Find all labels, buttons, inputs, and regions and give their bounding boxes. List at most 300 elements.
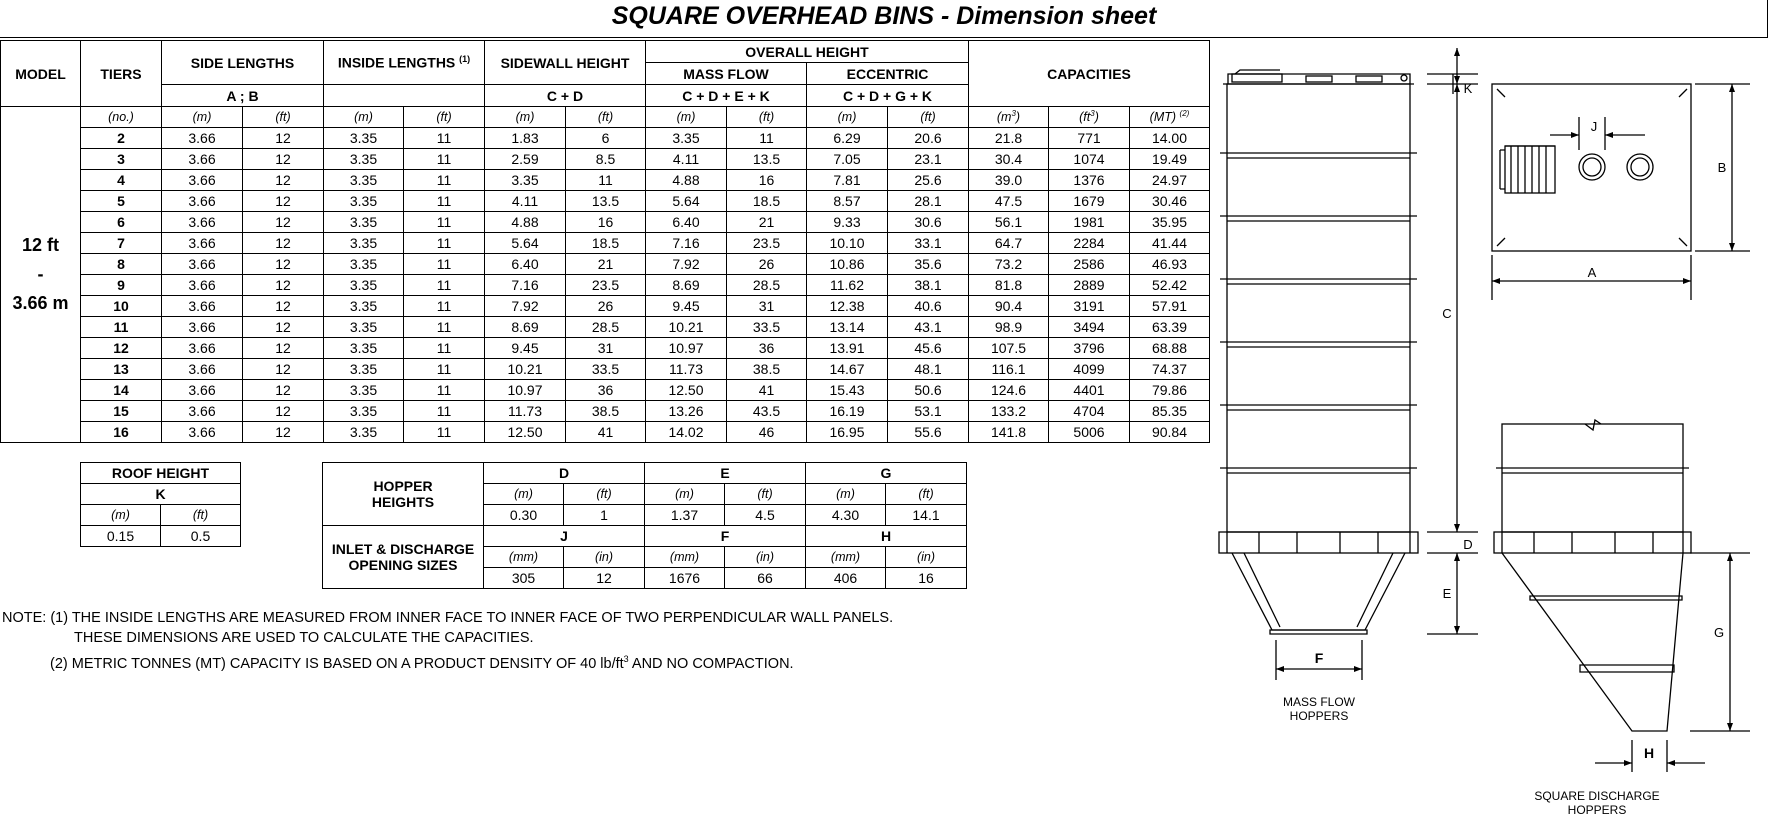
value-cell: 3.35: [324, 296, 404, 317]
value-cell: 12: [243, 149, 324, 170]
value-cell: 11: [404, 233, 485, 254]
value-cell: 2889: [1049, 275, 1130, 296]
value-cell: 3.66: [162, 296, 243, 317]
value-cell: 4704: [1049, 401, 1130, 422]
value-cell: 13.14: [807, 317, 888, 338]
value-cell: 53.1: [888, 401, 969, 422]
value-cell: 3.66: [162, 254, 243, 275]
hopper-unit: (ft): [886, 484, 967, 505]
value-cell: 10.97: [646, 338, 727, 359]
value-cell: 48.1: [888, 359, 969, 380]
value-cell: 11.73: [485, 401, 566, 422]
tier-cell: 8: [81, 254, 162, 275]
caption-square: SQUARE DISCHARGE: [1534, 789, 1660, 803]
bin-body: [1227, 84, 1410, 532]
value-cell: 16: [566, 212, 646, 233]
value-cell: 5.64: [485, 233, 566, 254]
value-cell: 43.5: [727, 401, 807, 422]
hopper-d: D: [484, 463, 645, 484]
hopper-unit: (ft): [725, 484, 806, 505]
value-cell: 6.40: [646, 212, 727, 233]
value-cell: 1376: [1049, 170, 1130, 191]
value-cell: 9.45: [485, 338, 566, 359]
value-cell: 26: [727, 254, 807, 275]
inlet-label: INLET & DISCHARGE OPENING SIZES: [323, 526, 484, 589]
value-cell: 13.5: [566, 191, 646, 212]
value-cell: 85.35: [1130, 401, 1210, 422]
value-cell: 41: [566, 422, 646, 443]
value-cell: 2.59: [485, 149, 566, 170]
value-cell: 79.86: [1130, 380, 1210, 401]
value-cell: 47.5: [969, 191, 1049, 212]
value-cell: 3.35: [324, 359, 404, 380]
value-cell: 3.35: [324, 212, 404, 233]
tier-cell: 3: [81, 149, 162, 170]
value-cell: 4.88: [485, 212, 566, 233]
value-cell: 11: [404, 191, 485, 212]
caption-mass-flow-2: HOPPERS: [1289, 709, 1349, 723]
value-cell: 5006: [1049, 422, 1130, 443]
value-cell: 1679: [1049, 191, 1130, 212]
value-cell: 7.92: [485, 296, 566, 317]
tier-cell: 7: [81, 233, 162, 254]
value-cell: 3.35: [324, 149, 404, 170]
value-cell: 3.35: [324, 401, 404, 422]
mass-flow-hopper: [1232, 553, 1405, 630]
value-cell: 4401: [1049, 380, 1130, 401]
col-sidewall-height: SIDEWALL HEIGHT: [485, 41, 646, 85]
caption-mass-flow: MASS FLOW: [1282, 695, 1356, 709]
tier-cell: 12: [81, 338, 162, 359]
hopper-unit: (m): [645, 484, 725, 505]
value-cell: 4.88: [646, 170, 727, 191]
value-cell: 3494: [1049, 317, 1130, 338]
value-cell: 3.35: [324, 338, 404, 359]
value-cell: 3.35: [324, 170, 404, 191]
value-cell: 74.37: [1130, 359, 1210, 380]
value-cell: 46: [727, 422, 807, 443]
eccentric-hopper: [1502, 553, 1683, 731]
value-cell: 19.49: [1130, 149, 1210, 170]
roof-ft: 0.5: [161, 526, 241, 547]
value-cell: 11: [404, 338, 485, 359]
value-cell: 7.92: [646, 254, 727, 275]
hopper-value: 1: [564, 505, 645, 526]
dim-g-label: G: [1713, 625, 1725, 640]
col-capacities: CAPACITIES: [969, 41, 1210, 107]
value-cell: 12: [243, 296, 324, 317]
inlet-value: 1676: [645, 568, 725, 589]
value-cell: 38.5: [566, 401, 646, 422]
value-cell: 3.66: [162, 128, 243, 149]
value-cell: 771: [1049, 128, 1130, 149]
unit-m: (m): [324, 107, 404, 128]
col-tiers: TIERS: [81, 41, 162, 107]
value-cell: 12: [243, 275, 324, 296]
col-model: MODEL: [1, 41, 81, 107]
value-cell: 10.21: [485, 359, 566, 380]
unit-ft: (ft): [727, 107, 807, 128]
value-cell: 68.88: [1130, 338, 1210, 359]
value-cell: 55.6: [888, 422, 969, 443]
tier-cell: 16: [81, 422, 162, 443]
sub-mass-flow: C + D + E + K: [646, 85, 807, 107]
value-cell: 5.64: [646, 191, 727, 212]
inlet-unit: (in): [725, 547, 806, 568]
col-eccentric: ECCENTRIC: [807, 63, 969, 85]
inlet-h: H: [806, 526, 967, 547]
value-cell: 33.1: [888, 233, 969, 254]
value-cell: 3.66: [162, 233, 243, 254]
value-cell: 133.2: [969, 401, 1049, 422]
dim-j-label: J: [1590, 119, 1598, 134]
dim-c-label: C: [1442, 306, 1452, 321]
value-cell: 46.93: [1130, 254, 1210, 275]
note-1b: THESE DIMENSIONS ARE USED TO CALCULATE THE CAPACITIES.: [74, 630, 534, 646]
value-cell: 14.00: [1130, 128, 1210, 149]
value-cell: 3.35: [646, 128, 727, 149]
value-cell: 11: [404, 149, 485, 170]
value-cell: 12.38: [807, 296, 888, 317]
tier-cell: 5: [81, 191, 162, 212]
value-cell: 64.7: [969, 233, 1049, 254]
caption-square-2: HOPPERS: [1567, 803, 1627, 817]
value-cell: 90.84: [1130, 422, 1210, 443]
note-2: (2) METRIC TONNES (MT) CAPACITY IS BASED ON A PRODUCT DENSITY OF 40 $lb/ft^3$ AND NO COMPACTION.: [50, 654, 794, 672]
value-cell: 10.97: [485, 380, 566, 401]
value-cell: 7.05: [807, 149, 888, 170]
unit-m: (m): [807, 107, 888, 128]
hopper-unit: (ft): [564, 484, 645, 505]
col-mass-flow: MASS FLOW: [646, 63, 807, 85]
unit-ft3: $(ft^3)$: [1049, 107, 1130, 128]
dim-h-label: H: [1643, 745, 1655, 761]
value-cell: 16: [727, 170, 807, 191]
value-cell: 12: [243, 422, 324, 443]
value-cell: 1.83: [485, 128, 566, 149]
value-cell: 11: [404, 128, 485, 149]
inlet-value: 16: [886, 568, 967, 589]
hopper-unit: (m): [484, 484, 564, 505]
value-cell: 35.6: [888, 254, 969, 275]
note-1: NOTE: (1) THE INSIDE LENGTHS ARE MEASURED FROM INNER FACE TO INNER FACE OF TWO PERPENDICULAR WALL PANELS.: [2, 610, 894, 626]
value-cell: 11.62: [807, 275, 888, 296]
value-cell: 25.6: [888, 170, 969, 191]
value-cell: 26: [566, 296, 646, 317]
value-cell: 12: [243, 338, 324, 359]
value-cell: 12.50: [485, 422, 566, 443]
value-cell: 3.35: [485, 170, 566, 191]
value-cell: 12: [243, 359, 324, 380]
inlet-value: 406: [806, 568, 886, 589]
unit-no: (no.): [81, 107, 162, 128]
value-cell: 10.86: [807, 254, 888, 275]
value-cell: 9.33: [807, 212, 888, 233]
value-cell: 21: [566, 254, 646, 275]
value-cell: 33.5: [727, 317, 807, 338]
value-cell: 116.1: [969, 359, 1049, 380]
value-cell: 30.6: [888, 212, 969, 233]
value-cell: 41: [727, 380, 807, 401]
value-cell: 9.45: [646, 296, 727, 317]
hopper-g: G: [806, 463, 967, 484]
value-cell: 45.6: [888, 338, 969, 359]
unit-m3: $(m^3)$: [969, 107, 1049, 128]
value-cell: 11: [404, 317, 485, 338]
tier-cell: 13: [81, 359, 162, 380]
value-cell: 11: [404, 212, 485, 233]
roof-m: 0.15: [81, 526, 161, 547]
unit-m: (m): [485, 107, 566, 128]
value-cell: 107.5: [969, 338, 1049, 359]
value-cell: 31: [566, 338, 646, 359]
value-cell: 3.35: [324, 254, 404, 275]
value-cell: 8.69: [646, 275, 727, 296]
value-cell: 12: [243, 233, 324, 254]
value-cell: 81.8: [969, 275, 1049, 296]
bin-base: [1219, 532, 1418, 553]
value-cell: 35.95: [1130, 212, 1210, 233]
value-cell: 8.5: [566, 149, 646, 170]
value-cell: 63.39: [1130, 317, 1210, 338]
unit-m: (m): [646, 107, 727, 128]
sub-eccentric: C + D + G + K: [807, 85, 969, 107]
value-cell: 12: [243, 170, 324, 191]
inlet-value: 12: [564, 568, 645, 589]
value-cell: 13.91: [807, 338, 888, 359]
value-cell: 23.5: [566, 275, 646, 296]
value-cell: 24.97: [1130, 170, 1210, 191]
value-cell: 3.35: [324, 422, 404, 443]
value-cell: 4.11: [646, 149, 727, 170]
value-cell: 14.02: [646, 422, 727, 443]
roof-unit-ft: (ft): [161, 505, 241, 526]
tier-cell: 15: [81, 401, 162, 422]
value-cell: 57.91: [1130, 296, 1210, 317]
col-overall-height: OVERALL HEIGHT: [646, 41, 969, 63]
value-cell: 33.5: [566, 359, 646, 380]
value-cell: 40.6: [888, 296, 969, 317]
tier-rings: [1220, 153, 1417, 473]
value-cell: 38.5: [727, 359, 807, 380]
value-cell: 12: [243, 128, 324, 149]
value-cell: 7.16: [485, 275, 566, 296]
value-cell: 3.66: [162, 275, 243, 296]
value-cell: 28.5: [727, 275, 807, 296]
inlet-f: F: [645, 526, 806, 547]
value-cell: 3.66: [162, 212, 243, 233]
value-cell: 39.0: [969, 170, 1049, 191]
sub-side: A ; B: [162, 85, 324, 107]
tier-cell: 9: [81, 275, 162, 296]
value-cell: 11: [566, 170, 646, 191]
dim-e-label: E: [1442, 586, 1452, 601]
unit-ft: (ft): [888, 107, 969, 128]
ladder: [1505, 146, 1555, 193]
hopper-e: E: [645, 463, 806, 484]
value-cell: 11: [404, 380, 485, 401]
value-cell: 11: [404, 359, 485, 380]
value-cell: 8.57: [807, 191, 888, 212]
roof-k: K: [81, 484, 241, 505]
value-cell: 3.35: [324, 275, 404, 296]
value-cell: 2586: [1049, 254, 1130, 275]
value-cell: 36: [566, 380, 646, 401]
hopper-label: HOPPER HEIGHTS: [323, 463, 484, 526]
dim-k-label: K: [1463, 81, 1473, 96]
value-cell: 3.66: [162, 191, 243, 212]
value-cell: 14.67: [807, 359, 888, 380]
value-cell: 1981: [1049, 212, 1130, 233]
col-inside-lengths: INSIDE LENGTHS $^{(1)}$: [324, 41, 485, 85]
value-cell: 4.11: [485, 191, 566, 212]
page-title: SQUARE OVERHEAD BINS - Dimension sheet: [611, 2, 1157, 30]
value-cell: 52.42: [1130, 275, 1210, 296]
inlet-value: 305: [484, 568, 564, 589]
hopper-value: 0.30: [484, 505, 564, 526]
value-cell: 21: [727, 212, 807, 233]
value-cell: 3.35: [324, 380, 404, 401]
value-cell: 12.50: [646, 380, 727, 401]
value-cell: 50.6: [888, 380, 969, 401]
value-cell: 3191: [1049, 296, 1130, 317]
roof-unit-m: (m): [81, 505, 161, 526]
dim-b-label: B: [1717, 160, 1727, 175]
inlet-unit: (in): [564, 547, 645, 568]
value-cell: 11: [404, 422, 485, 443]
value-cell: 90.4: [969, 296, 1049, 317]
value-cell: 3.66: [162, 380, 243, 401]
value-cell: 3.35: [324, 233, 404, 254]
value-cell: 23.5: [727, 233, 807, 254]
value-cell: 12: [243, 191, 324, 212]
hopper-value: 4.30: [806, 505, 886, 526]
value-cell: 41.44: [1130, 233, 1210, 254]
value-cell: 13.5: [727, 149, 807, 170]
value-cell: 11: [404, 170, 485, 191]
plan-view: [1492, 84, 1691, 251]
inlet-unit: (in): [886, 547, 967, 568]
col-side-lengths: SIDE LENGTHS: [162, 41, 324, 85]
value-cell: 36: [727, 338, 807, 359]
value-cell: 7.16: [646, 233, 727, 254]
dim-d-label: D: [1463, 537, 1473, 552]
value-cell: 21.8: [969, 128, 1049, 149]
value-cell: 3.66: [162, 422, 243, 443]
value-cell: 18.5: [727, 191, 807, 212]
value-cell: 12: [243, 380, 324, 401]
value-cell: 28.5: [566, 317, 646, 338]
value-cell: 12: [243, 212, 324, 233]
value-cell: 43.1: [888, 317, 969, 338]
value-cell: 3.66: [162, 317, 243, 338]
value-cell: 3.66: [162, 149, 243, 170]
value-cell: 3.66: [162, 401, 243, 422]
value-cell: 6.40: [485, 254, 566, 275]
value-cell: 3796: [1049, 338, 1130, 359]
hopper-value: 1.37: [645, 505, 725, 526]
unit-ft: (ft): [243, 107, 324, 128]
value-cell: 18.5: [566, 233, 646, 254]
tier-cell: 2: [81, 128, 162, 149]
unit-mt: (MT) $^{(2)}$: [1130, 107, 1210, 128]
value-cell: 3.66: [162, 170, 243, 191]
value-cell: 16.95: [807, 422, 888, 443]
value-cell: 11: [404, 401, 485, 422]
sub-sidewall: C + D: [485, 85, 646, 107]
inlet-j: J: [484, 526, 645, 547]
value-cell: 8.69: [485, 317, 566, 338]
value-cell: 11: [404, 254, 485, 275]
unit-m: (m): [162, 107, 243, 128]
value-cell: 16.19: [807, 401, 888, 422]
value-cell: 3.66: [162, 359, 243, 380]
value-cell: 23.1: [888, 149, 969, 170]
unit-ft: (ft): [404, 107, 485, 128]
value-cell: 11: [727, 128, 807, 149]
value-cell: 11.73: [646, 359, 727, 380]
value-cell: 30.4: [969, 149, 1049, 170]
value-cell: 10.10: [807, 233, 888, 254]
inlet-unit: (mm): [484, 547, 564, 568]
inlet-unit: (mm): [645, 547, 725, 568]
value-cell: 10.21: [646, 317, 727, 338]
tier-cell: 10: [81, 296, 162, 317]
value-cell: 3.35: [324, 191, 404, 212]
tier-cell: 6: [81, 212, 162, 233]
tier-cell: 14: [81, 380, 162, 401]
value-cell: 6: [566, 128, 646, 149]
dim-f-label: F: [1314, 650, 1324, 666]
hopper-value: 14.1: [886, 505, 967, 526]
value-cell: 38.1: [888, 275, 969, 296]
value-cell: 2284: [1049, 233, 1130, 254]
value-cell: 98.9: [969, 317, 1049, 338]
dim-a-label: A: [1587, 265, 1597, 280]
tier-cell: 4: [81, 170, 162, 191]
eccentric-bin-body: [1502, 424, 1683, 532]
value-cell: 11: [404, 296, 485, 317]
value-cell: 1074: [1049, 149, 1130, 170]
value-cell: 15.43: [807, 380, 888, 401]
value-cell: 3.35: [324, 317, 404, 338]
roof-title: ROOF HEIGHT: [81, 463, 241, 484]
hopper-value: 4.5: [725, 505, 806, 526]
tier-cell: 11: [81, 317, 162, 338]
value-cell: 12: [243, 401, 324, 422]
value-cell: 73.2: [969, 254, 1049, 275]
value-cell: 20.6: [888, 128, 969, 149]
value-cell: 4099: [1049, 359, 1130, 380]
value-cell: 56.1: [969, 212, 1049, 233]
value-cell: 30.46: [1130, 191, 1210, 212]
inlet-value: 66: [725, 568, 806, 589]
value-cell: 12: [243, 254, 324, 275]
hopper-unit: (m): [806, 484, 886, 505]
value-cell: 11: [404, 275, 485, 296]
value-cell: 13.26: [646, 401, 727, 422]
value-cell: 31: [727, 296, 807, 317]
inlet-unit: (mm): [806, 547, 886, 568]
value-cell: 7.81: [807, 170, 888, 191]
value-cell: 124.6: [969, 380, 1049, 401]
value-cell: 12: [243, 317, 324, 338]
value-cell: 28.1: [888, 191, 969, 212]
value-cell: 141.8: [969, 422, 1049, 443]
unit-ft: (ft): [566, 107, 646, 128]
value-cell: 6.29: [807, 128, 888, 149]
value-cell: 3.35: [324, 128, 404, 149]
